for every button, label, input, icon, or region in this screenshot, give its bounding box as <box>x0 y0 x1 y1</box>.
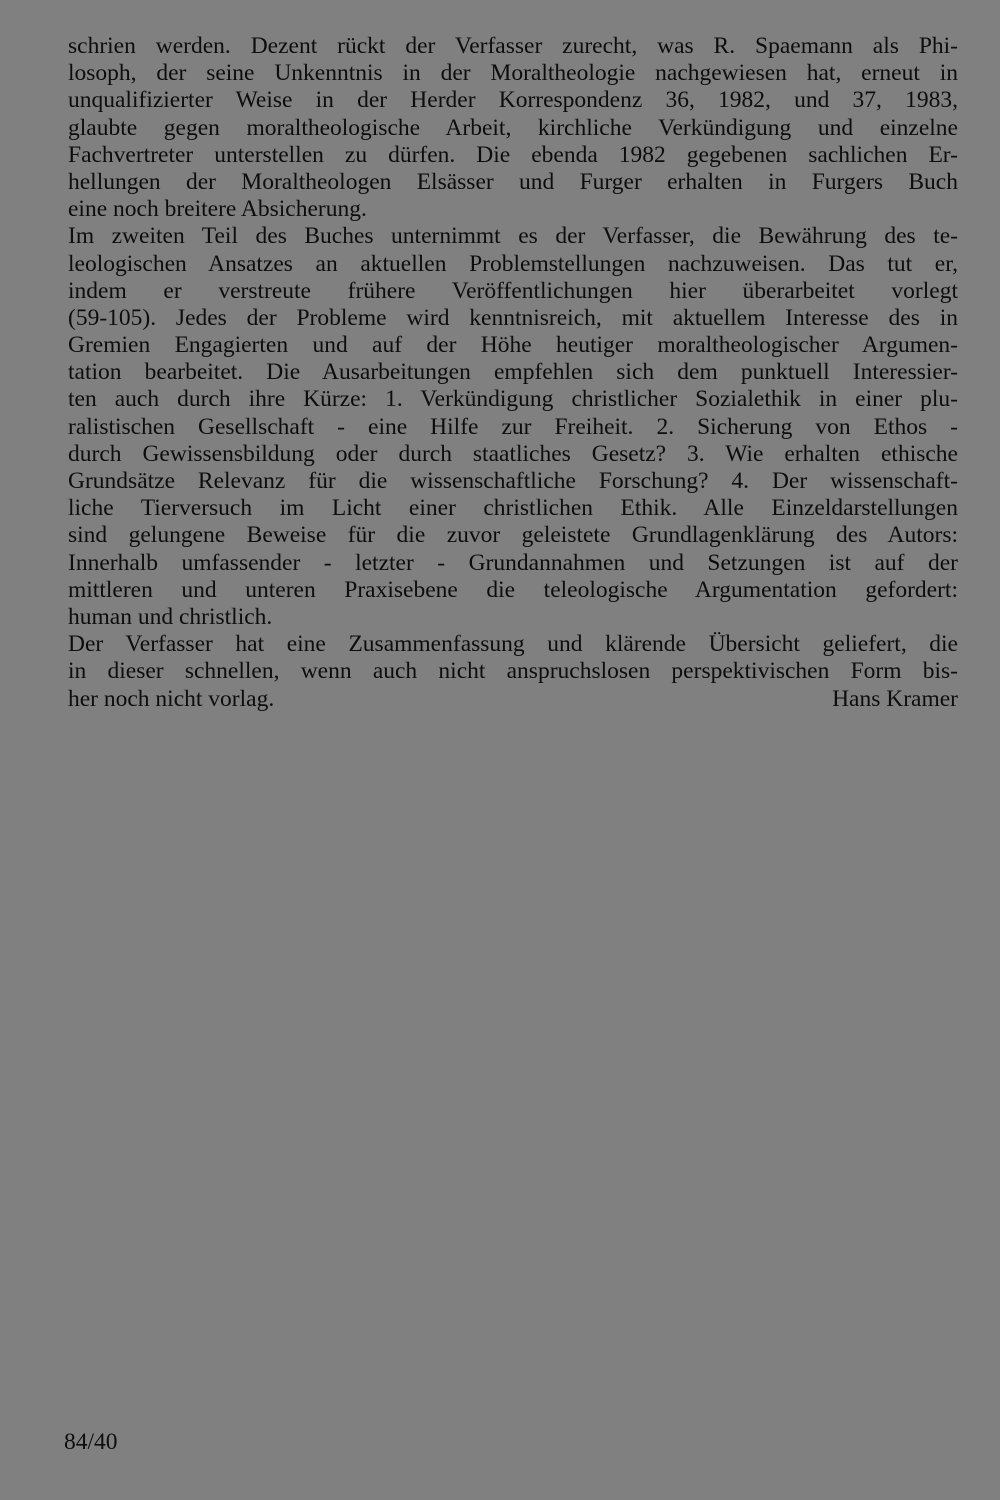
text-line: Innerhalb umfassender - letzter - Grundannahmen und Setzungen ist auf der <box>68 549 958 576</box>
text-line: in dieser schnellen, wenn auch nicht anspruchslosen perspektivischen Form bis- <box>68 658 958 685</box>
text-line: losoph, der seine Unkenntnis in der Moraltheologie nachgewiesen hat, erneut in <box>68 60 958 87</box>
review-text <box>68 33 958 713</box>
closing-line-with-signature <box>68 686 958 713</box>
text-line: leologischen Ansatzes an aktuellen Problemstellungen nachzuweisen. Das tut er, <box>68 250 958 277</box>
paragraph <box>68 223 958 631</box>
text-line: Grundsätze Relevanz für die wissenschaftliche Forschung? 4. Der wissenschaft- <box>68 468 958 494</box>
text-line: liche Tierversuch im Licht einer christlichen Ethik. Alle Einzeldarstellungen <box>68 495 958 522</box>
paragraph <box>68 33 958 223</box>
text-line: human und christlich. <box>68 603 273 630</box>
text-line: (59-105). Jedes der Probleme wird kenntnisreich, mit aktuellem Interesse des in <box>68 304 958 331</box>
text-line: ten auch durch ihre Kürze: 1. Verkündigung christlicher Sozialethik in einer plu- <box>68 386 958 413</box>
text-line: tation bearbeitet. Die Ausarbeitungen empfehlen sich dem punktuell Interessier- <box>68 359 958 386</box>
text-line: indem er verstreute frühere Veröffentlichungen hier überarbeitet vorlegt <box>68 277 958 304</box>
text-line: mittleren und unteren Praxisebene die teleologische Argumentation gefordert: <box>68 576 958 603</box>
text-line: durch Gewissensbildung oder durch staatliches Gesetz? 3. Wie erhalten ethische <box>68 440 958 467</box>
text-line: Im zweiten Teil des Buches unternimmt es der Verfasser, die Bewährung des te- <box>68 223 958 250</box>
author-signature: Hans Kramer <box>832 685 958 712</box>
page-number: 84/40 <box>64 1429 118 1455</box>
text-line: Der Verfasser hat eine Zusammenfassung und klärende Übersicht geliefert, die <box>68 631 958 658</box>
text-line: unqualifizierter Weise in der Herder Korrespondenz 36, 1982, und 37, 1983, <box>68 87 958 114</box>
paragraph <box>68 631 958 713</box>
text-line: sind gelungene Beweise für die zuvor geleistete Grundlagenklärung des Autors: <box>68 522 958 549</box>
text-line: eine noch breitere Absicherung. <box>68 196 367 223</box>
text-line: Fachvertreter unterstellen zu dürfen. Die ebenda 1982 gegebenen sachlichen Er- <box>68 141 958 168</box>
closing-text: her noch nicht vorlag. <box>68 685 275 712</box>
text-line: Gremien Engagierten und auf der Höhe heutiger moraltheologischer Argumen- <box>68 332 958 359</box>
text-line: glaubte gegen moraltheologische Arbeit, kirchliche Verkündigung und einzelne <box>68 114 958 141</box>
text-line: ralistischen Gesellschaft - eine Hilfe zur Freiheit. 2. Sicherung von Ethos - <box>68 413 958 440</box>
text-line: schrien werden. Dezent rückt der Verfasser zurecht, was R. Spaemann als Phi- <box>68 33 958 59</box>
text-line: hellungen der Moraltheologen Elsässer und Furger erhalten in Furgers Buch <box>68 168 958 195</box>
